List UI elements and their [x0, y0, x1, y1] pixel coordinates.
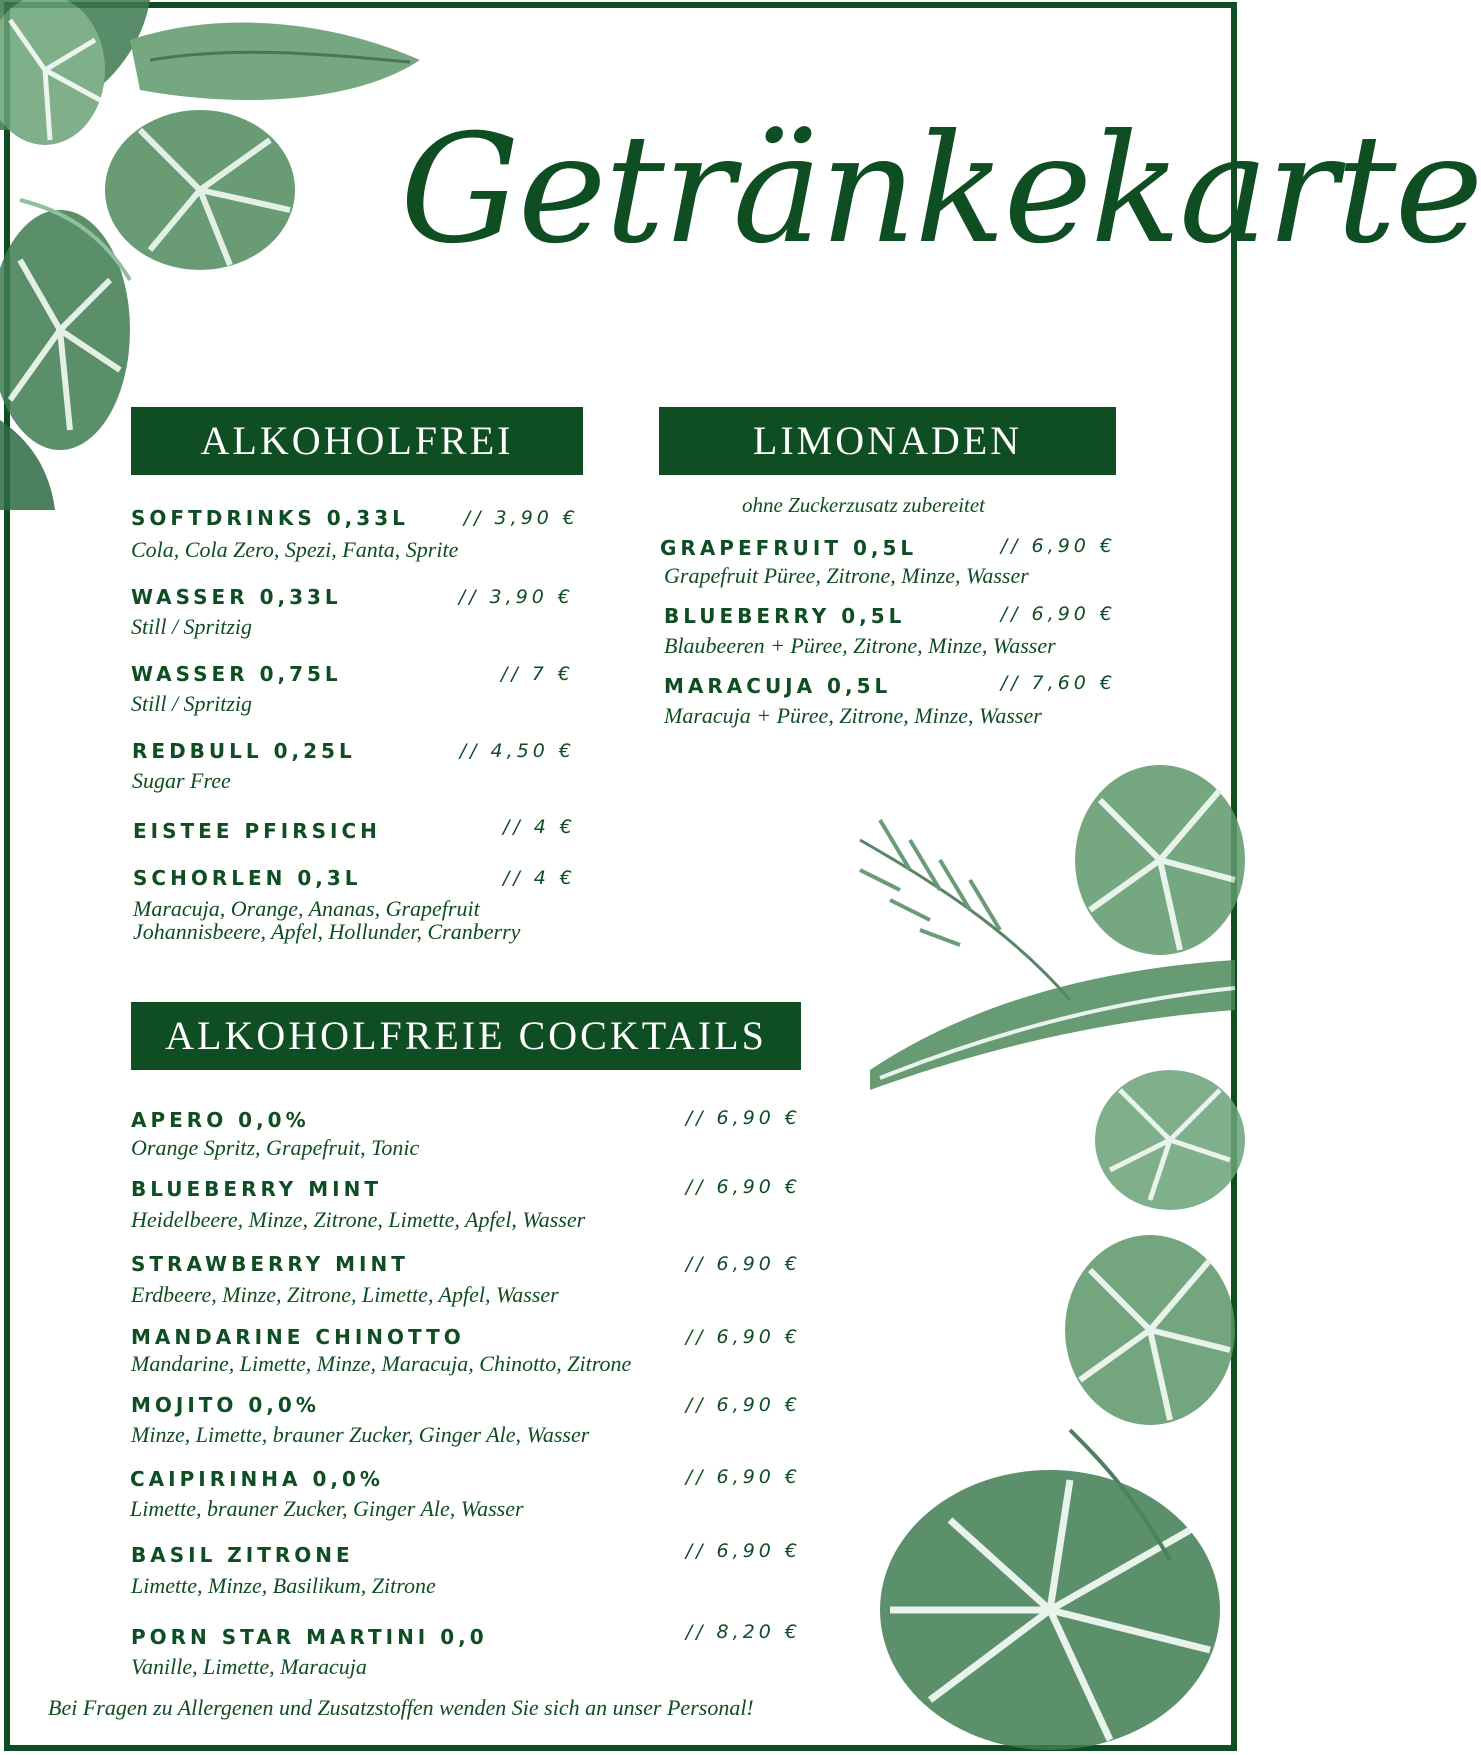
item-price: // 3,90 €: [458, 586, 574, 608]
menu-item: [131, 1177, 801, 1237]
menu-item: [133, 866, 579, 946]
item-description: Blaubeeren + Püree, Zitrone, Minze, Wasser: [664, 633, 1056, 658]
item-description: Maracuja + Püree, Zitrone, Minze, Wasser: [664, 703, 1042, 728]
item-name: BLUEBERRY MINT: [131, 1177, 382, 1201]
palm-leaves-right-decoration: [840, 760, 1235, 1210]
item-description: Grapefruit Püree, Zitrone, Minze, Wasser: [664, 563, 1029, 588]
menu-item: [132, 739, 579, 799]
item-name: WASSER 0,75L: [131, 662, 342, 686]
item-name: CAIPIRINHA 0,0%: [130, 1467, 384, 1491]
item-price: // 6,90 €: [685, 1253, 801, 1275]
item-name: APERO 0,0%: [131, 1108, 310, 1132]
section-heading-text: LIMONADEN: [752, 418, 1023, 463]
monstera-leaves-bottom-right-decoration: [870, 1230, 1235, 1750]
section-heading-text: ALKOHOLFREI: [200, 418, 514, 463]
menu-item: [131, 1540, 801, 1603]
item-name: MARACUJA 0,5L: [664, 674, 892, 698]
menu-item: [131, 1252, 801, 1312]
item-name: WASSER 0,33L: [131, 585, 342, 609]
item-price: // 8,20 €: [685, 1621, 801, 1643]
item-description-line-2: Johannisbeere, Apfel, Hollunder, Cranberry: [133, 919, 521, 944]
item-name: STRAWBERRY MINT: [131, 1252, 409, 1276]
menu-item: [130, 1467, 801, 1527]
allergen-footer-note: Bei Fragen zu Allergenen und Zusatzstoffen wenden Sie sich an unser Personal!: [48, 1695, 754, 1720]
item-name: REDBULL 0,25L: [132, 739, 356, 763]
item-description: Cola, Cola Zero, Spezi, Fanta, Sprite: [131, 537, 459, 562]
menu-item: [131, 585, 579, 645]
item-description: Sugar Free: [132, 768, 231, 793]
menu-item: [131, 662, 579, 722]
item-price: // 3,90 €: [463, 507, 579, 529]
item-price: // 4,50 €: [459, 740, 575, 762]
section-header-limonaden: [659, 407, 1116, 475]
item-description: Still / Spritzig: [131, 691, 253, 716]
item-description: Limette, brauner Zucker, Ginger Ale, Wasser: [130, 1496, 524, 1521]
item-description: Heidelbeere, Minze, Zitrone, Limette, Apfel, Wasser: [131, 1207, 586, 1232]
item-name: PORN STAR MARTINI 0,0: [131, 1625, 488, 1649]
menu-item: [131, 1621, 801, 1685]
menu-item: [664, 674, 1116, 734]
item-price: // 6,90 €: [685, 1394, 801, 1416]
item-description: Erdbeere, Minze, Zitrone, Limette, Apfel, Wasser: [131, 1282, 559, 1307]
item-name: MOJITO 0,0%: [131, 1393, 320, 1417]
item-price: // 6,90 €: [685, 1466, 801, 1488]
item-price: // 6,90 €: [685, 1107, 801, 1129]
item-name: BLUEBERRY 0,5L: [664, 604, 906, 628]
item-price: // 7 €: [500, 663, 574, 685]
section-heading-text: ALKOHOLFREIE COCKTAILS: [165, 1013, 767, 1058]
item-name: SCHORLEN 0,3L: [133, 866, 362, 890]
page-title: Getränkekarte: [400, 103, 1481, 277]
item-description: Orange Spritz, Grapefruit, Tonic: [131, 1135, 420, 1160]
item-price: // 6,90 €: [685, 1176, 801, 1198]
item-name: EISTEE PFIRSICH: [133, 819, 381, 843]
item-price: // 6,90 €: [1000, 603, 1116, 625]
item-price: // 7,60 €: [1000, 672, 1116, 694]
menu-item: [131, 1108, 801, 1168]
item-name: GRAPEFRUIT 0,5L: [660, 536, 918, 560]
menu-item: [131, 1393, 801, 1453]
item-name: BASIL ZITRONE: [131, 1543, 354, 1567]
menu-item: [131, 1325, 801, 1385]
item-price: // 6,90 €: [685, 1540, 801, 1562]
item-description: Still / Spritzig: [131, 614, 253, 639]
item-price: // 4 €: [502, 867, 576, 889]
item-description: Maracuja, Orange, Ananas, Grapefruit: [133, 896, 480, 921]
item-price: // 4 €: [502, 816, 576, 838]
item-description: Minze, Limette, brauner Zucker, Ginger Ale, Wasser: [131, 1422, 590, 1447]
item-name: SOFTDRINKS 0,33L: [131, 506, 409, 530]
menu-item: [660, 536, 1116, 596]
section-header-cocktails: [131, 1002, 801, 1070]
item-price: // 6,90 €: [685, 1326, 801, 1348]
menu-item: [133, 816, 579, 849]
item-description: Mandarine, Limette, Minze, Maracuja, Chinotto, Zitrone: [131, 1351, 632, 1376]
item-name: MANDARINE CHINOTTO: [131, 1325, 465, 1349]
item-description: Vanille, Limette, Maracuja: [131, 1654, 367, 1679]
section-header-alkoholfrei: [131, 407, 583, 475]
item-price: // 6,90 €: [1000, 535, 1116, 557]
menu-item: [131, 506, 579, 566]
item-description: Limette, Minze, Basilikum, Zitrone: [131, 1573, 436, 1598]
section-subtitle: ohne Zuckerzusatz zubereitet: [742, 493, 986, 517]
menu-item: [664, 604, 1116, 664]
